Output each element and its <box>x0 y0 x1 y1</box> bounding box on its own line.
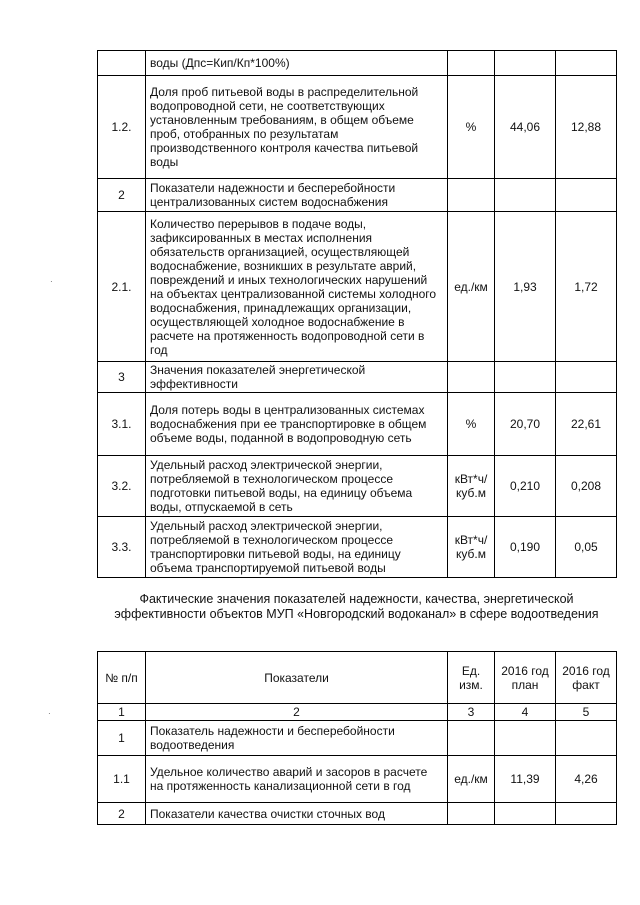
plan-value <box>495 179 556 212</box>
row-number: 2.1. <box>98 212 146 362</box>
column-index-row <box>98 704 617 721</box>
plan-value: 1,93 <box>495 212 556 362</box>
table-row <box>98 803 617 825</box>
row-number: 3.1. <box>98 393 146 456</box>
unit-cell <box>448 721 495 756</box>
fact-value <box>556 803 617 825</box>
indicators-table-water-supply <box>97 50 617 578</box>
unit-cell <box>448 179 495 212</box>
row-number: 1.2. <box>98 76 146 179</box>
row-number: 3 <box>98 362 146 393</box>
row-number: 3.3. <box>98 517 146 578</box>
table-row <box>98 179 617 212</box>
unit-cell: кВт*ч/куб.м <box>448 517 495 578</box>
header-fact: 2016 год факт <box>556 652 617 704</box>
column-index: 2 <box>146 704 448 721</box>
indicator-text: Доля потерь воды в централизованных системах водоснабжения при ее транспортировке в общем объеме воды, поданной в водопроводную сеть <box>146 393 448 456</box>
column-index: 3 <box>448 704 495 721</box>
fact-value <box>556 362 617 393</box>
table-row <box>98 76 617 179</box>
indicator-text: Значения показателей энергетической эффективности <box>146 362 448 393</box>
row-number: 2 <box>98 803 146 825</box>
table-row <box>98 517 617 578</box>
fact-value <box>556 179 617 212</box>
indicator-text: Количество перерывов в подаче воды, зафиксированных в местах исполнения обязательств организацией, осуществляющей водоснабжение, возникших в результате аврий, повреждений и иных технологических нарушений на объектах централизованной системы холодного водоснабжения, принадлежащих организации, осуществляющей холодное водоснабжение в расчете на протяженность водопроводной сети в год <box>146 212 448 362</box>
table-row <box>98 51 617 76</box>
unit-cell <box>448 803 495 825</box>
plan-value: 0,210 <box>495 456 556 517</box>
table-row <box>98 721 617 756</box>
header-unit: Ед. изм. <box>448 652 495 704</box>
header-number: № п/п <box>98 652 146 704</box>
table-row <box>98 212 617 362</box>
indicator-text: Показатели качества очистки сточных вод <box>146 803 448 825</box>
plan-value <box>495 803 556 825</box>
fact-value: 12,88 <box>556 76 617 179</box>
table-header-row <box>98 652 617 704</box>
table-row <box>98 362 617 393</box>
indicator-text: Показатели надежности и бесперебойности централизованных систем водоснабжения <box>146 179 448 212</box>
fact-value: 0,05 <box>556 517 617 578</box>
plan-value: 20,70 <box>495 393 556 456</box>
plan-value <box>495 721 556 756</box>
unit-cell <box>448 51 495 76</box>
indicator-text: Показатель надежности и бесперебойности водоотведения <box>146 721 448 756</box>
indicator-text: Удельное количество аварий и засоров в расчете на протяженность канализационной сети в год <box>146 756 448 803</box>
table-row <box>98 756 617 803</box>
unit-cell: ед./км <box>448 212 495 362</box>
unit-cell: ед./км <box>448 756 495 803</box>
plan-value: 0,190 <box>495 517 556 578</box>
header-indicator: Показатели <box>146 652 448 704</box>
unit-cell: % <box>448 76 495 179</box>
table-row <box>98 393 617 456</box>
fact-value: 4,26 <box>556 756 617 803</box>
row-number: 1.1 <box>98 756 146 803</box>
fact-value: 0,208 <box>556 456 617 517</box>
row-number: 1 <box>98 721 146 756</box>
row-number <box>98 51 146 76</box>
fact-value: 1,72 <box>556 212 617 362</box>
plan-value: 11,39 <box>495 756 556 803</box>
scan-speck: · <box>48 709 51 718</box>
indicators-table-wastewater <box>97 651 617 825</box>
fact-value: 22,61 <box>556 393 617 456</box>
column-index: 1 <box>98 704 146 721</box>
indicator-text: Удельный расход электрической энергии, потребляемой в технологическом процессе транспортировки питьевой воды, на единицу объема транспортируемой питьевой воды <box>146 517 448 578</box>
indicator-text: Доля проб питьевой воды в распределительной водопроводной сети, не соответствующих установленным требованиям, в общем объеме проб, отобранных по результатам производственного контроля качества питьевой воды <box>146 76 448 179</box>
unit-cell: кВт*ч/куб.м <box>448 456 495 517</box>
unit-cell: % <box>448 393 495 456</box>
row-number: 2 <box>98 179 146 212</box>
column-index: 4 <box>495 704 556 721</box>
plan-value <box>495 362 556 393</box>
row-number: 3.2. <box>98 456 146 517</box>
header-plan: 2016 год план <box>495 652 556 704</box>
plan-value: 44,06 <box>495 76 556 179</box>
indicator-text: Удельный расход электрической энергии, потребляемой в технологическом процессе подготовки питьевой воды, на единицу объема воды, отпускаемой в сеть <box>146 456 448 517</box>
unit-cell <box>448 362 495 393</box>
scan-speck: · <box>50 277 53 286</box>
fact-value <box>556 51 617 76</box>
plan-value <box>495 51 556 76</box>
section-caption: Фактические значения показателей надежности, качества, энергетической эффективности объектов МУП «Новгородский водоканал» в сфере водоотведения <box>114 592 599 621</box>
fact-value <box>556 721 617 756</box>
column-index: 5 <box>556 704 617 721</box>
indicator-text: воды (Дпс=Кип/Кп*100%) <box>146 51 448 76</box>
table-row <box>98 456 617 517</box>
